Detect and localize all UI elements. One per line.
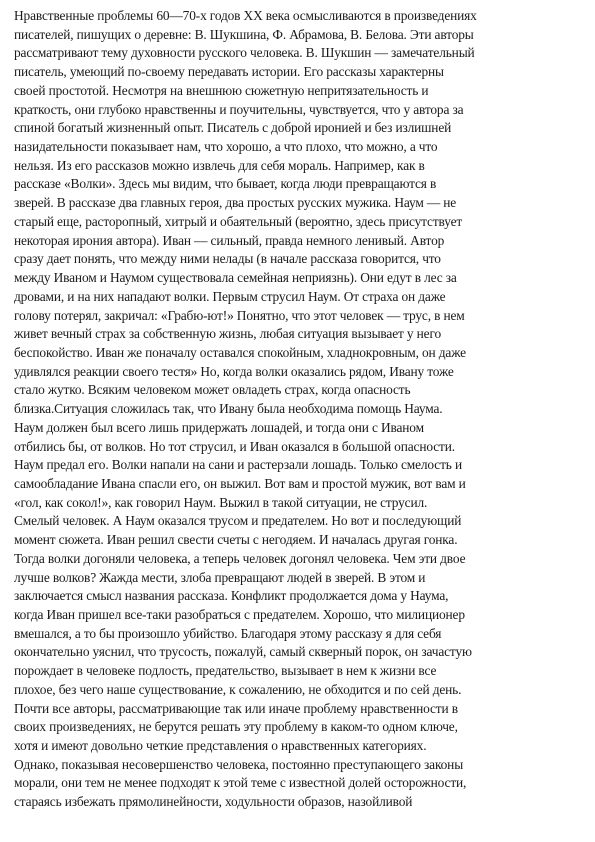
text-line: порождает в человеке подлость, предательство, вызывает в нем к жизни все — [14, 663, 437, 679]
text-line: Однако, показывая несовершенство человека, постоянно преступающего законы — [14, 756, 464, 772]
text-line: вмешался, а то бы произошло убийство. Благодаря этому рассказу я для себя — [14, 625, 442, 641]
text-line: момент сюжета. Иван решил свести счеты с негодяем. И началась другая гонка. — [14, 532, 458, 548]
text-line: Наум предал его. Волки напали на сани и растерзали лошадь. Только смелость и — [14, 457, 462, 473]
text-line: живет вечный страх за собственную жизнь, любая ситуация вызывает у него — [14, 326, 442, 342]
text-line: хотя и имеют довольно четкие представления о нравственных категориях. — [14, 738, 427, 754]
text-line: краткость, они глубоко нравственны и поучительны, чувствуется, что у автора за — [14, 101, 464, 117]
text-line: назидательности показывает нам, что хорошо, а что плохо, что можно, а что — [14, 139, 438, 155]
text-line: Нравственные проблемы 60—70-х годов XX века осмысливаются в произведениях — [14, 8, 477, 23]
text-line: некоторая ирония автора). Иван — сильный, правда немного ленивый. Автор — [14, 232, 445, 248]
text-line: голову потерял, закричал: «Грабю-ют!» Понятно, что этот человек — трус, в нем — [14, 307, 465, 323]
text-line: дровами, и на них нападают волки. Первым струсил Наум. От страха он даже — [14, 288, 446, 304]
text-line: стало жутко. Всяким человеком может овладеть страх, когда опасность — [14, 382, 411, 398]
essay-text — [14, 7, 584, 812]
text-line: плохое, без чего наше существование, к сожалению, не обходится и по сей день. — [14, 681, 462, 697]
text-line: Смелый человек. А Наум оказался трусом и предателем. Но вот и последующий — [14, 513, 462, 529]
text-line: Тогда волки догоняли человека, а теперь человек догонял человека. Чем эти двое — [14, 550, 466, 566]
text-line: стараясь избежать прямолинейности, ходульности образов, назойливой — [14, 794, 413, 810]
text-line: старый еще, расторопный, хитрый и обаятельный (вероятно, здесь присутствует — [14, 213, 463, 229]
text-line: рассматривают тему духовности русского человека. В. Шукшин — замечательный — [14, 45, 475, 61]
text-line: беспокойство. Иван же поначалу оставался спокойным, хладнокровным, он даже — [14, 344, 466, 360]
text-line: заключается смысл названия рассказа. Конфликт продолжается дома у Наума, — [14, 588, 449, 604]
text-line: рассказе «Волки». Здесь мы видим, что бывает, когда люди превращаются в — [14, 176, 437, 192]
text-line: отбились бы, от волков. Но тот струсил, и Иван оказался в большой опасности. — [14, 438, 455, 454]
text-line: самообладание Ивана спасли его, он выжил. Вот вам и простой мужик, вот вам и — [14, 475, 466, 491]
text-line: писатель, умеющий по-своему передавать истории. Его рассказы характерны — [14, 64, 444, 80]
text-line: Почти все авторы, рассматривающие так или иначе проблему нравственности в — [14, 700, 458, 716]
text-line: нельзя. Из его рассказов можно извлечь для себя мораль. Например, как в — [14, 157, 425, 173]
text-line: окончательно уяснил, что трусость, пожалуй, самый скверный порок, он зачастую — [14, 644, 472, 660]
text-line: Наум должен был всего лишь придержать лошадей, и тогда они с Иваном — [14, 419, 424, 435]
text-line: своих произведениях, не берутся решать эту проблему в каком-то одном ключе, — [14, 719, 458, 735]
text-line: морали, они тем не менее подходят к этой теме с известной долей осторожности, — [14, 775, 467, 791]
text-line: удивлялся реакции своего тестя» Но, когда волки оказались рядом, Ивану тоже — [14, 363, 454, 379]
text-line: лучше волков? Жажда мести, злоба превращают людей в зверей. В этом и — [14, 569, 426, 585]
text-line: спиной богатый жизненный опыт. Писатель с доброй иронией и без излишней — [14, 120, 452, 136]
text-line: когда Иван пришел все-таки разобраться с предателем. Хорошо, что милиционер — [14, 607, 465, 622]
text-line: сразу дает понять, что между ними нелады (в начале рассказа говорится, что — [14, 251, 441, 267]
text-line: своей простотой. Несмотря на внешнюю сюжетную непритязательность и — [14, 82, 429, 98]
text-line: «гол, как сокол!», как говорил Наум. Выжил в такой ситуации, не струсил. — [14, 494, 428, 510]
text-line: между Иваном и Наумом существовала семейная неприязнь). Они едут в лес за — [14, 270, 457, 286]
text-line: писателей, пишущих о деревне: В. Шукшина, Ф. Абрамова, В. Белова. Эти авторы — [14, 26, 474, 42]
text-line: близка.Ситуация сложилась так, что Ивану была необходима помощь Наума. — [14, 401, 443, 417]
text-line: зверей. В рассказе два главных героя, два простых русских мужика. Наум — не — [14, 195, 457, 211]
